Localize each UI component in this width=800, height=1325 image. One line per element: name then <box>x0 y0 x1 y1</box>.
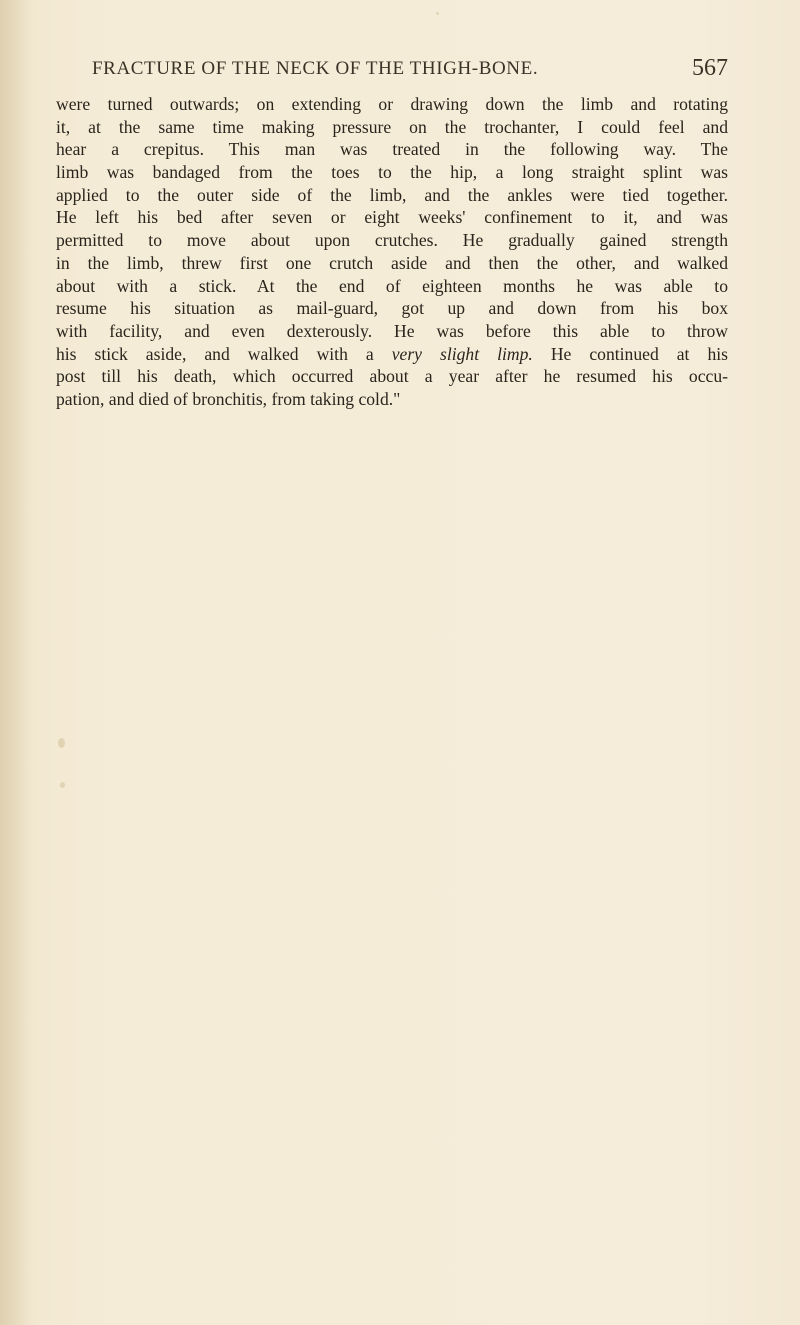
text-line: about with a stick. At the end of eighteen months he was able to <box>56 275 728 296</box>
paper-stain <box>60 782 65 788</box>
text-line: were turned outwards; on extending or drawing down the limb and rotating <box>56 94 728 114</box>
text-line: permitted to move about upon crutches. He gradually gained strength <box>56 230 728 251</box>
text-line <box>56 343 728 366</box>
italic-phrase: very slight limp. <box>391 343 533 364</box>
body-paragraph <box>56 93 728 411</box>
text-line-last: pation, and died of bronchitis, from taking cold." <box>56 388 401 409</box>
paper-stain <box>436 12 439 15</box>
text-segment: his stick aside, and walked with a <box>56 343 392 364</box>
text-line: post till his death, which occurred about a year after he resumed his occu- <box>56 366 728 387</box>
text-line: resume his situation as mail-guard, got up and down from his box <box>56 298 728 319</box>
text-line: with facility, and even dexterously. He was before this able to throw <box>56 320 728 341</box>
page-header <box>92 55 728 89</box>
running-head: FRACTURE OF THE NECK OF THE THIGH-BONE. <box>92 58 539 79</box>
text-line: limb was bandaged from the toes to the hip, a long straight splint was <box>56 162 728 183</box>
text-line: hear a crepitus. This man was treated in the following way. The <box>56 139 728 160</box>
text-line: it, at the same time making pressure on the trochanter, I could feel and <box>56 116 728 137</box>
paper-stain <box>58 738 65 748</box>
text-line: in the limb, threw first one crutch aside and then the other, and walked <box>56 252 728 273</box>
text-segment: He continued at his <box>532 343 728 364</box>
page-number: 567 <box>692 55 728 81</box>
text-line: He left his bed after seven or eight weeks' confinement to it, and was <box>56 207 728 228</box>
page-gutter-shadow <box>0 0 30 1325</box>
text-line: applied to the outer side of the limb, and the ankles were tied together. <box>56 184 728 205</box>
